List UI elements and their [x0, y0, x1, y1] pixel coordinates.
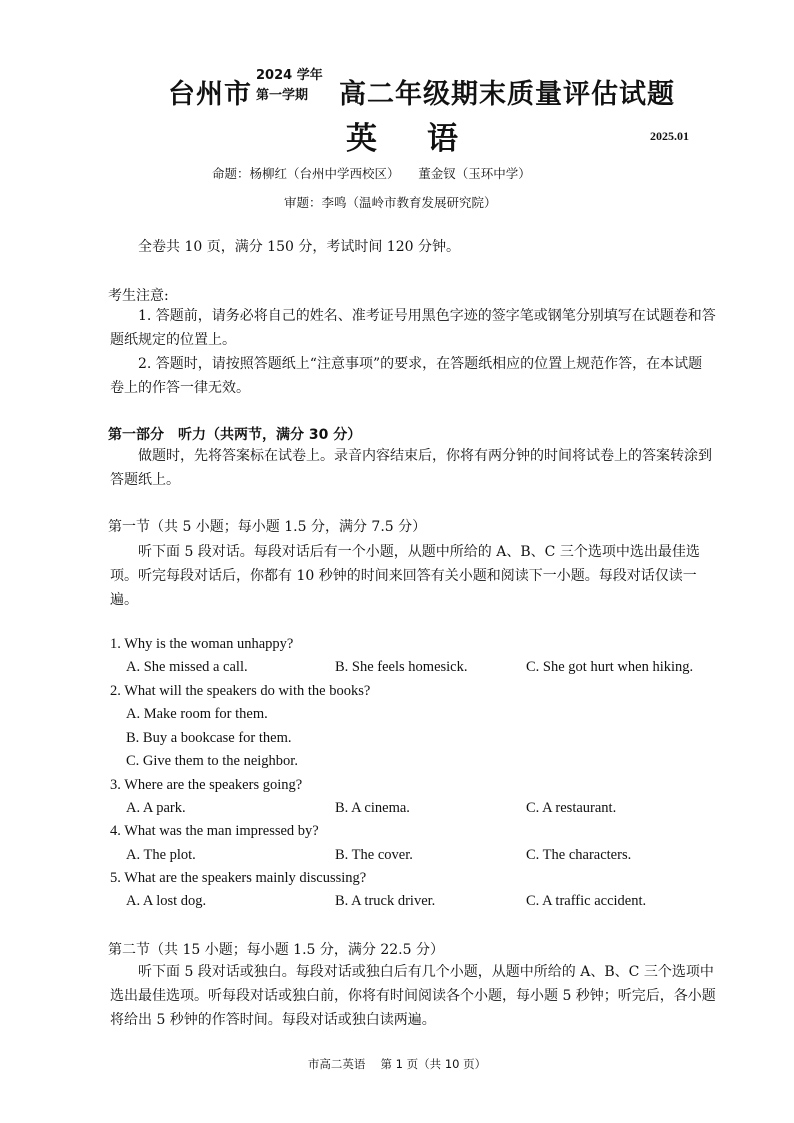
exam-intro: 全卷共 10 页，满分 150 分，考试时间 120 分钟。 — [138, 239, 460, 255]
notes-heading: 考生注意: — [108, 288, 169, 304]
title-year-line2: 第一学期 — [256, 88, 309, 103]
section1-heading: 第一节（共 5 小题；每小题 1.5 分，满分 7.5 分） — [108, 519, 427, 535]
authors-line: 命题：杨柳红（台州中学西校区） 董金钗（玉环中学） — [212, 166, 531, 181]
part1-heading: 第一部分 听力（共两节，满分 30 分） — [108, 427, 362, 443]
question-5-stem: 5. What are the speakers mainly discussing? — [110, 870, 367, 886]
question-4-stem: 4. What was the man impressed by? — [110, 823, 319, 839]
title-city: 台州市 — [168, 79, 252, 110]
question-1-option-b: B. She feels homesick. — [335, 659, 468, 675]
part1-instruction: 做题时，先将答案标在试卷上。录音内容结束后，你将有两分钟的时间将试卷上的答案转涂到答题纸上。 — [110, 448, 712, 488]
section1-instruction: 听下面 5 段对话。每段对话后有一个小题，从题中所给的 A、B、C 三个选项中选出最佳选项。听完每段对话后，你都有 10 秒钟的时间来回答有关小题和阅读下一小题。每段对话仅读一遍。 — [110, 544, 700, 608]
subject-title: 英语 — [346, 121, 508, 157]
question-5-option-a: A. A lost dog. — [126, 893, 207, 909]
question-1-option-a: A. She missed a call. — [126, 659, 248, 675]
question-3-option-b: B. A cinema. — [335, 800, 410, 816]
question-3-option-c: C. A restaurant. — [526, 800, 617, 816]
question-2-option-c: C. Give them to the neighbor. — [126, 753, 298, 769]
exam-date: 2025.01 — [650, 129, 689, 143]
question-4-option-a: A. The plot. — [126, 847, 196, 863]
question-5-option-c: C. A traffic accident. — [526, 893, 647, 909]
question-5-option-b: B. A truck driver. — [335, 893, 436, 909]
section2-heading: 第二节（共 15 小题；每小题 1.5 分，满分 22.5 分） — [108, 942, 444, 958]
question-3-stem: 3. Where are the speakers going? — [110, 777, 303, 793]
question-2-stem: 2. What will the speakers do with the books? — [110, 683, 371, 699]
title-school-year — [256, 66, 323, 106]
question-1-stem: 1. Why is the woman unhappy? — [110, 636, 294, 652]
note-item-2: 2. 答题时，请按照答题纸上“注意事项”的要求，在答题纸相应的位置上规范作答，在本试题卷上的作答一律无效。 — [110, 356, 703, 396]
title-year-line1: 2024 学年 — [256, 68, 323, 83]
question-2-option-a: A. Make room for them. — [126, 706, 268, 722]
question-4-option-b: B. The cover. — [335, 847, 413, 863]
reviewer-line: 审题：李鸣（温岭市教育发展研究院） — [284, 195, 497, 210]
question-3-option-a: A. A park. — [126, 800, 186, 816]
note-item-1: 1. 答题前，请务必将自己的姓名、准考证号用黑色字迹的签字笔或钢笔分别填写在试题卷和答题纸规定的位置上。 — [110, 308, 716, 348]
section2-instruction: 听下面 5 段对话或独白。每段对话或独白后有几个小题，从题中所给的 A、B、C 三个选项中选出最佳选项。听每段对话或独白前，你将有时间阅读各个小题，每小题 5 秒钟；听完后，各小题将给出 5 秒钟的作答时间。每段对话或独白读两遍。 — [110, 964, 716, 1028]
exam-title: 高二年级期末质量评估试题 — [339, 79, 675, 110]
page-footer: 市高二英语 第 1 页（共 10 页） — [307, 1057, 487, 1071]
question-2-option-b: B. Buy a bookcase for them. — [126, 730, 292, 746]
question-4-option-c: C. The characters. — [526, 847, 632, 863]
question-1-option-c: C. She got hurt when hiking. — [526, 659, 694, 675]
